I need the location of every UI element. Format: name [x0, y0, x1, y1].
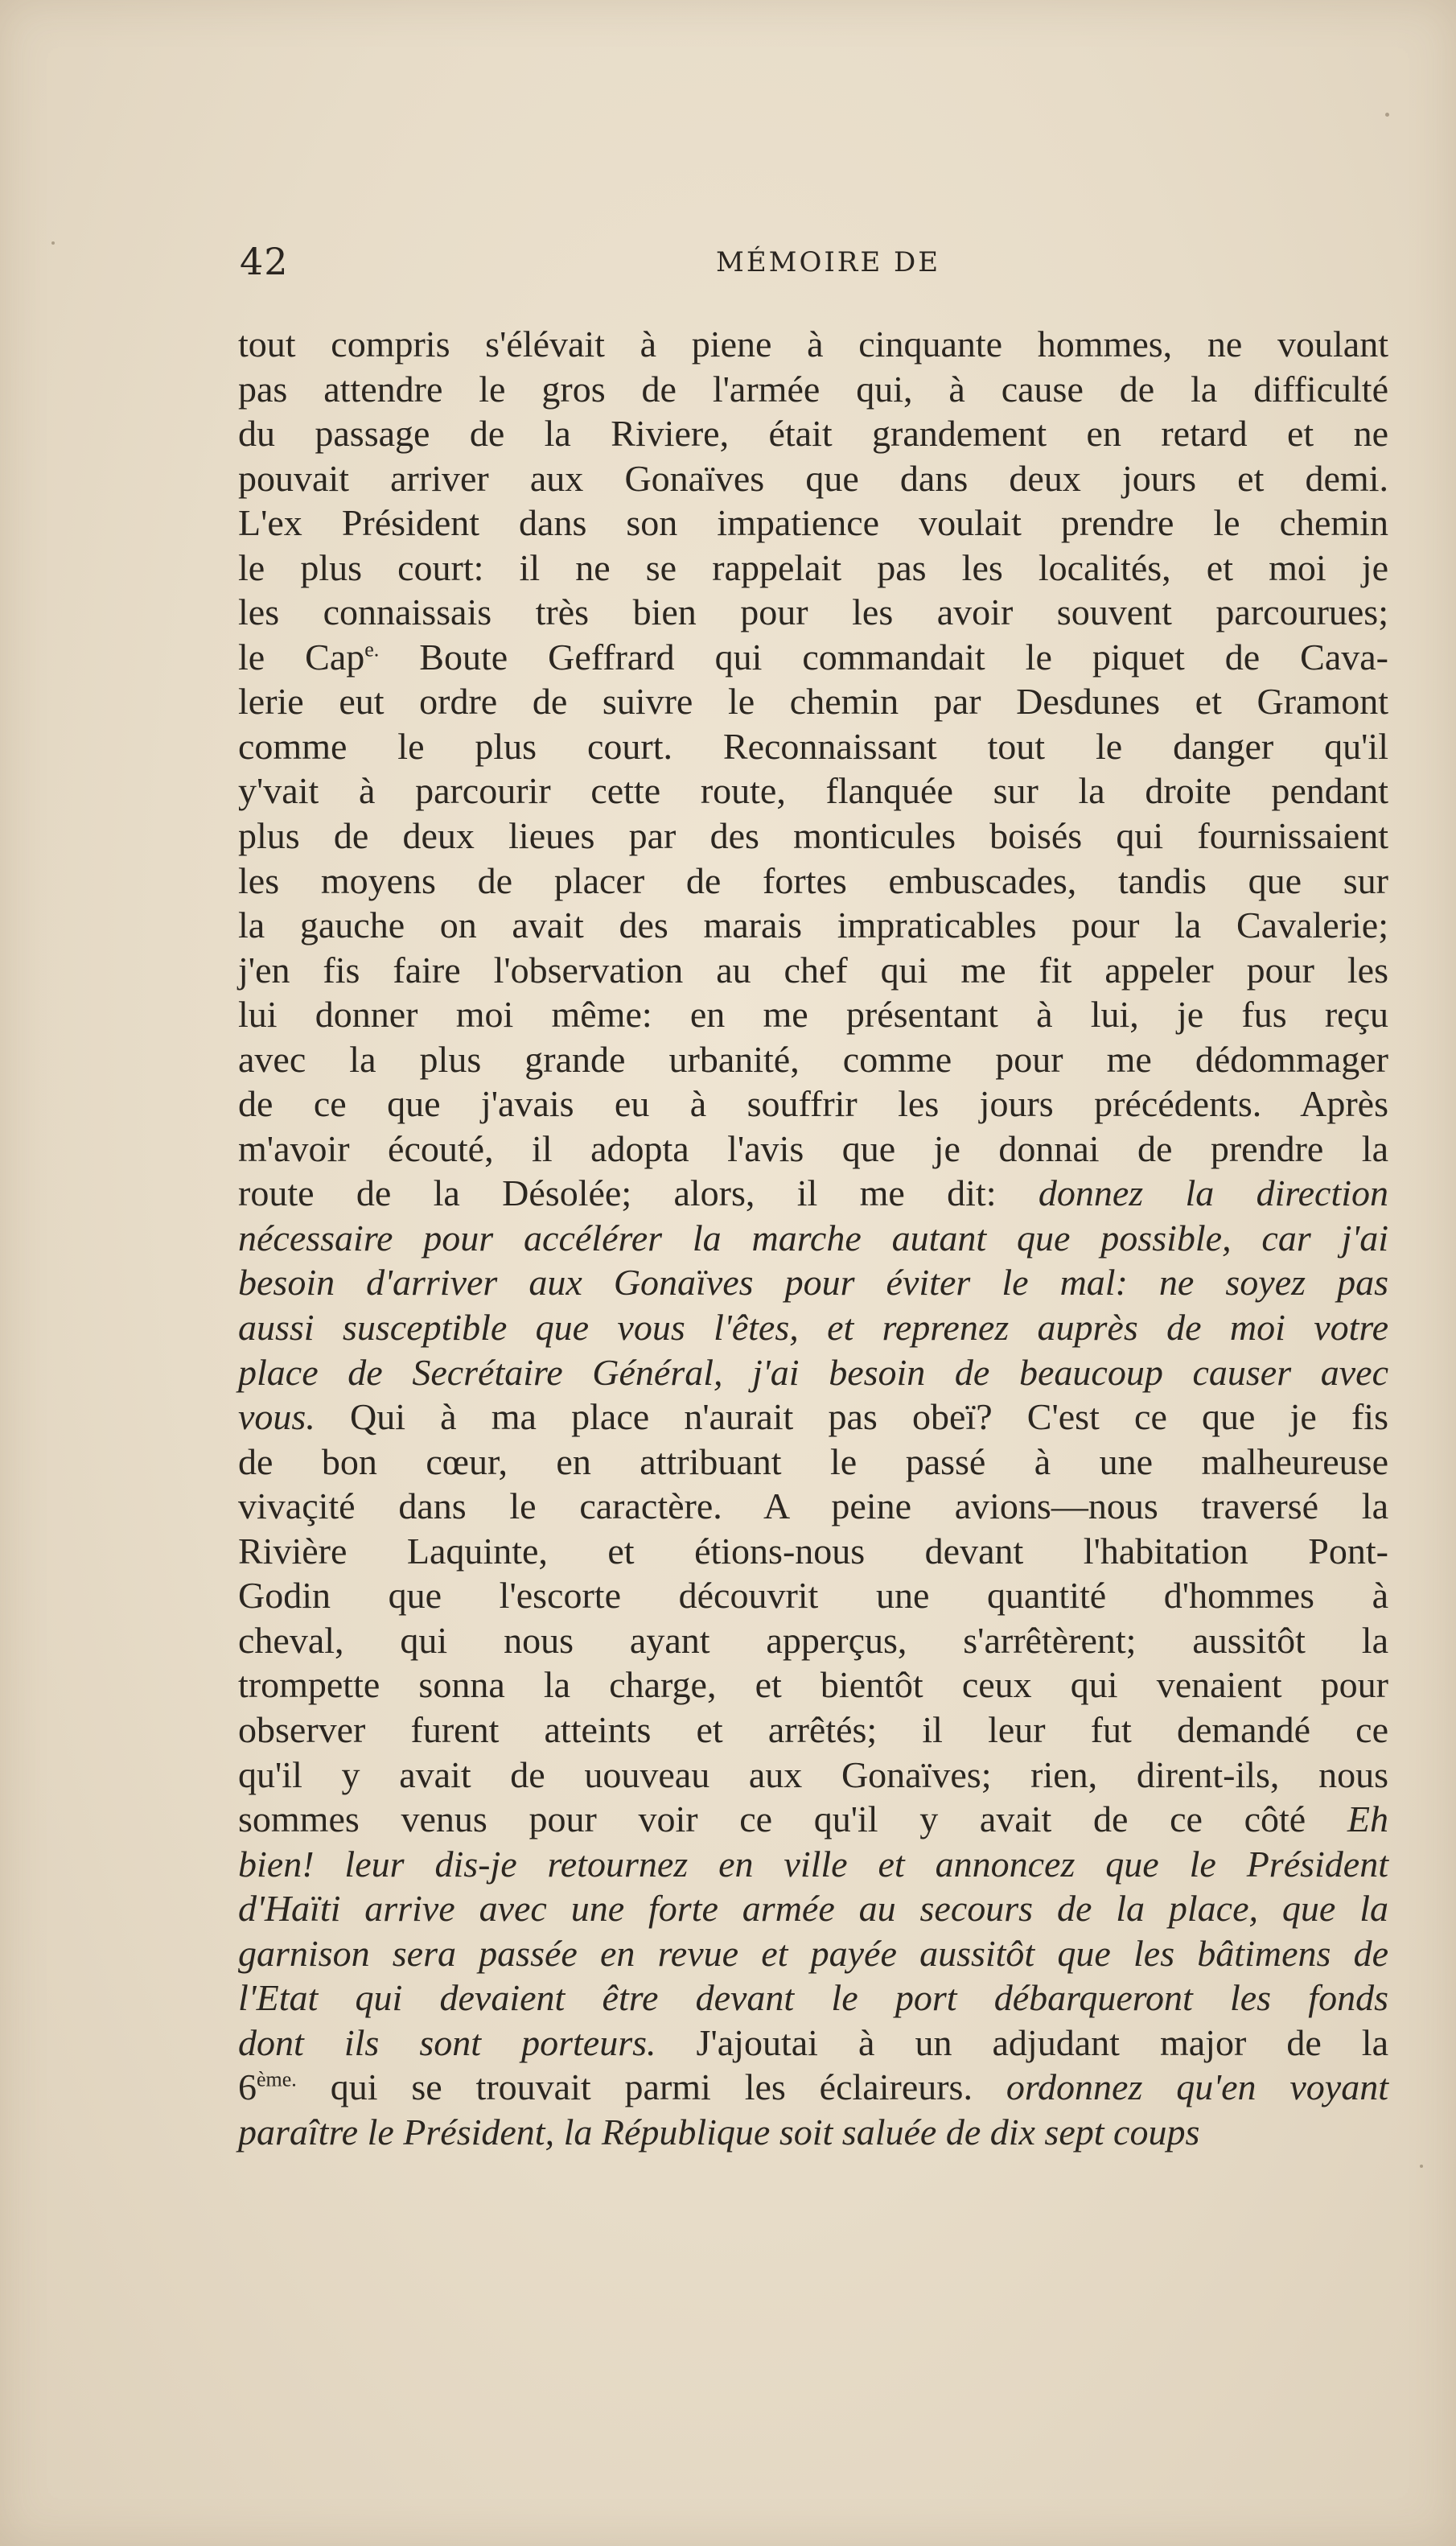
- text-line: [238, 1260, 1388, 1305]
- text-run: avec la plus grande urbanité, comme pour me dédommager: [238, 1038, 1388, 1080]
- text-run: de bon cœur, en attribuant le passé à une malheureuse: [238, 1440, 1388, 1482]
- italic-run: dont ils sont porteurs.: [238, 2021, 656, 2063]
- text-run: observer furent atteints et arrêtés; il leur fut demandé ce: [238, 1708, 1388, 1750]
- text-run: trompette sonna la charge, et bientôt ceux qui venaient pour: [238, 1664, 1388, 1706]
- text-run: vivaçité dans le caractère. A peine avions—nous traversé la: [238, 1485, 1388, 1527]
- text-run: m'avoir écouté, il adopta l'avis que je donnai de prendre la: [238, 1127, 1388, 1169]
- text-line: [238, 1842, 1388, 1887]
- italic-run: d'Haïti arrive avec une forte armée au secours de la place, que la: [238, 1888, 1388, 1930]
- text-run: plus de deux lieues par des monticules boisés qui fournissaient: [238, 815, 1388, 857]
- text-line: [238, 322, 1388, 367]
- italic-run: vous.: [238, 1396, 315, 1438]
- text-line: [238, 1127, 1388, 1172]
- italic-run: donnez la direction: [1038, 1172, 1389, 1214]
- text-line: [238, 411, 1388, 456]
- text-run: route de la Désolée; alors, il me dit:: [238, 1172, 1039, 1214]
- superscript: e.: [364, 637, 380, 661]
- italic-run: paraître le Président, la République soit saluée de dix sept coups: [238, 2111, 1200, 2153]
- text-line: [238, 724, 1388, 769]
- text-line: [238, 635, 1388, 680]
- text-line: [238, 367, 1388, 412]
- text-run: Godin que l'escorte découvrit une quantité d'hommes à: [238, 1575, 1388, 1617]
- paper-speck: [51, 241, 55, 245]
- text-line: [238, 1350, 1388, 1395]
- text-line: [238, 1753, 1388, 1798]
- text-run: y'vait à parcourir cette route, flanquée sur la droite pendant: [238, 770, 1388, 812]
- text-run: la gauche on avait des marais impraticables pour la Cavalerie;: [238, 904, 1388, 946]
- superscript: ème.: [257, 2068, 297, 2091]
- text-line: [238, 1216, 1388, 1261]
- text-line: [238, 2065, 1388, 2110]
- paper-speck: [1385, 113, 1389, 117]
- text-line: [238, 2110, 1388, 2155]
- text-run: j'en fis faire l'observation au chef qui me fit appeler pour les: [238, 949, 1388, 991]
- italic-run: l'Etat qui devaient être devant le port débarqueront les fonds: [238, 1977, 1388, 2019]
- italic-run: nécessaire pour accélérer la marche autant que possible, car j'ai: [238, 1217, 1388, 1259]
- italic-run: Eh: [1347, 1798, 1388, 1840]
- italic-run: bien! leur dis-je retournez en ville et annoncez que le Président: [238, 1843, 1388, 1885]
- text-run: Qui à ma place n'aurait pas obeï? C'est ce que je fis: [315, 1396, 1388, 1438]
- text-line: [238, 456, 1388, 501]
- text-line: [238, 1529, 1388, 1574]
- text-line: [238, 1171, 1388, 1216]
- text-run: 6: [238, 2066, 257, 2108]
- italic-run: ordonnez qu'en voyant: [1006, 2066, 1388, 2108]
- text-run: tout compris s'élévait à piene à cinquante hommes, ne voulant: [238, 323, 1388, 365]
- text-line: [238, 2021, 1388, 2066]
- text-run: cheval, qui nous ayant apperçus, s'arrêtèrent; aussitôt la: [238, 1619, 1388, 1661]
- text-line: [238, 992, 1388, 1037]
- text-line: [238, 1081, 1388, 1127]
- text-run: pas attendre le gros de l'armée qui, à cause de la difficulté: [238, 368, 1388, 410]
- text-line: [238, 546, 1388, 591]
- text-line: [238, 1484, 1388, 1529]
- text-line: [238, 859, 1388, 904]
- text-run: J'ajoutai à un adjudant major de la: [656, 2021, 1388, 2063]
- text-line: [238, 1395, 1388, 1440]
- text-run: qui se trouvait parmi les éclaireurs.: [296, 2066, 1006, 2108]
- text-line: [238, 903, 1388, 948]
- paper-speck: [1420, 2165, 1423, 2168]
- text-line: [238, 679, 1388, 724]
- page-number: 42: [240, 240, 289, 283]
- text-run: L'ex Président dans son impatience voulait prendre le chemin: [238, 502, 1388, 544]
- text-line: [238, 1573, 1388, 1618]
- text-run: le Cap: [238, 636, 365, 678]
- text-run: les moyens de placer de fortes embuscades, tandis que sur: [238, 859, 1388, 901]
- running-head: MÉMOIRE DE: [716, 246, 941, 278]
- text-line: [238, 1618, 1388, 1663]
- text-line: [238, 501, 1388, 546]
- text-line: [238, 1440, 1388, 1485]
- text-run: comme le plus court. Reconnaissant tout le danger qu'il: [238, 725, 1388, 767]
- text-line: [238, 768, 1388, 814]
- text-line: [238, 1797, 1388, 1842]
- text-run: Boute Geffrard qui commandait le piquet de Cava-: [379, 636, 1389, 678]
- text-run: lerie eut ordre de suivre le chemin par Desdunes et Gramont: [238, 681, 1388, 723]
- text-line: [238, 948, 1388, 993]
- text-line: [238, 814, 1388, 859]
- text-line: [238, 1662, 1388, 1708]
- text-run: de ce que j'avais eu à souffrir les jours précédents. Après: [238, 1083, 1388, 1125]
- text-line: [238, 1037, 1388, 1082]
- text-run: pouvait arriver aux Gonaïves que dans deux jours et demi.: [238, 457, 1388, 499]
- text-run: du passage de la Riviere, était grandement en retard et ne: [238, 413, 1388, 455]
- text-line: [238, 1931, 1388, 1976]
- text-run: les connaissais très bien pour les avoir souvent parcourues;: [238, 591, 1388, 633]
- italic-run: place de Secrétaire Général, j'ai besoin de beaucoup causer avec: [238, 1351, 1388, 1393]
- text-line: [238, 1305, 1388, 1350]
- text-run: sommes venus pour voir ce qu'il y avait de ce côté: [238, 1798, 1347, 1840]
- text-run: qu'il y avait de uouveau aux Gonaïves; rien, dirent-ils, nous: [238, 1753, 1388, 1795]
- text-line: [238, 590, 1388, 635]
- text-run: Rivière Laquinte, et étions-nous devant l'habitation Pont-: [238, 1530, 1388, 1572]
- text-run: lui donner moi même: en me présentant à lui, je fus reçu: [238, 994, 1388, 1036]
- italic-run: aussi susceptible que vous l'êtes, et reprenez auprès de moi votre: [238, 1307, 1388, 1349]
- body-text: [238, 322, 1388, 2154]
- text-line: [238, 1886, 1388, 1931]
- page-header: [240, 235, 1390, 291]
- text-line: [238, 1708, 1388, 1753]
- text-run: le plus court: il ne se rappelait pas les localités, et moi je: [238, 546, 1388, 588]
- text-line: [238, 1975, 1388, 2021]
- italic-run: garnison sera passée en revue et payée aussitôt que les bâtimens de: [238, 1932, 1388, 1974]
- italic-run: besoin d'arriver aux Gonaïves pour éviter le mal: ne soyez pas: [238, 1262, 1388, 1304]
